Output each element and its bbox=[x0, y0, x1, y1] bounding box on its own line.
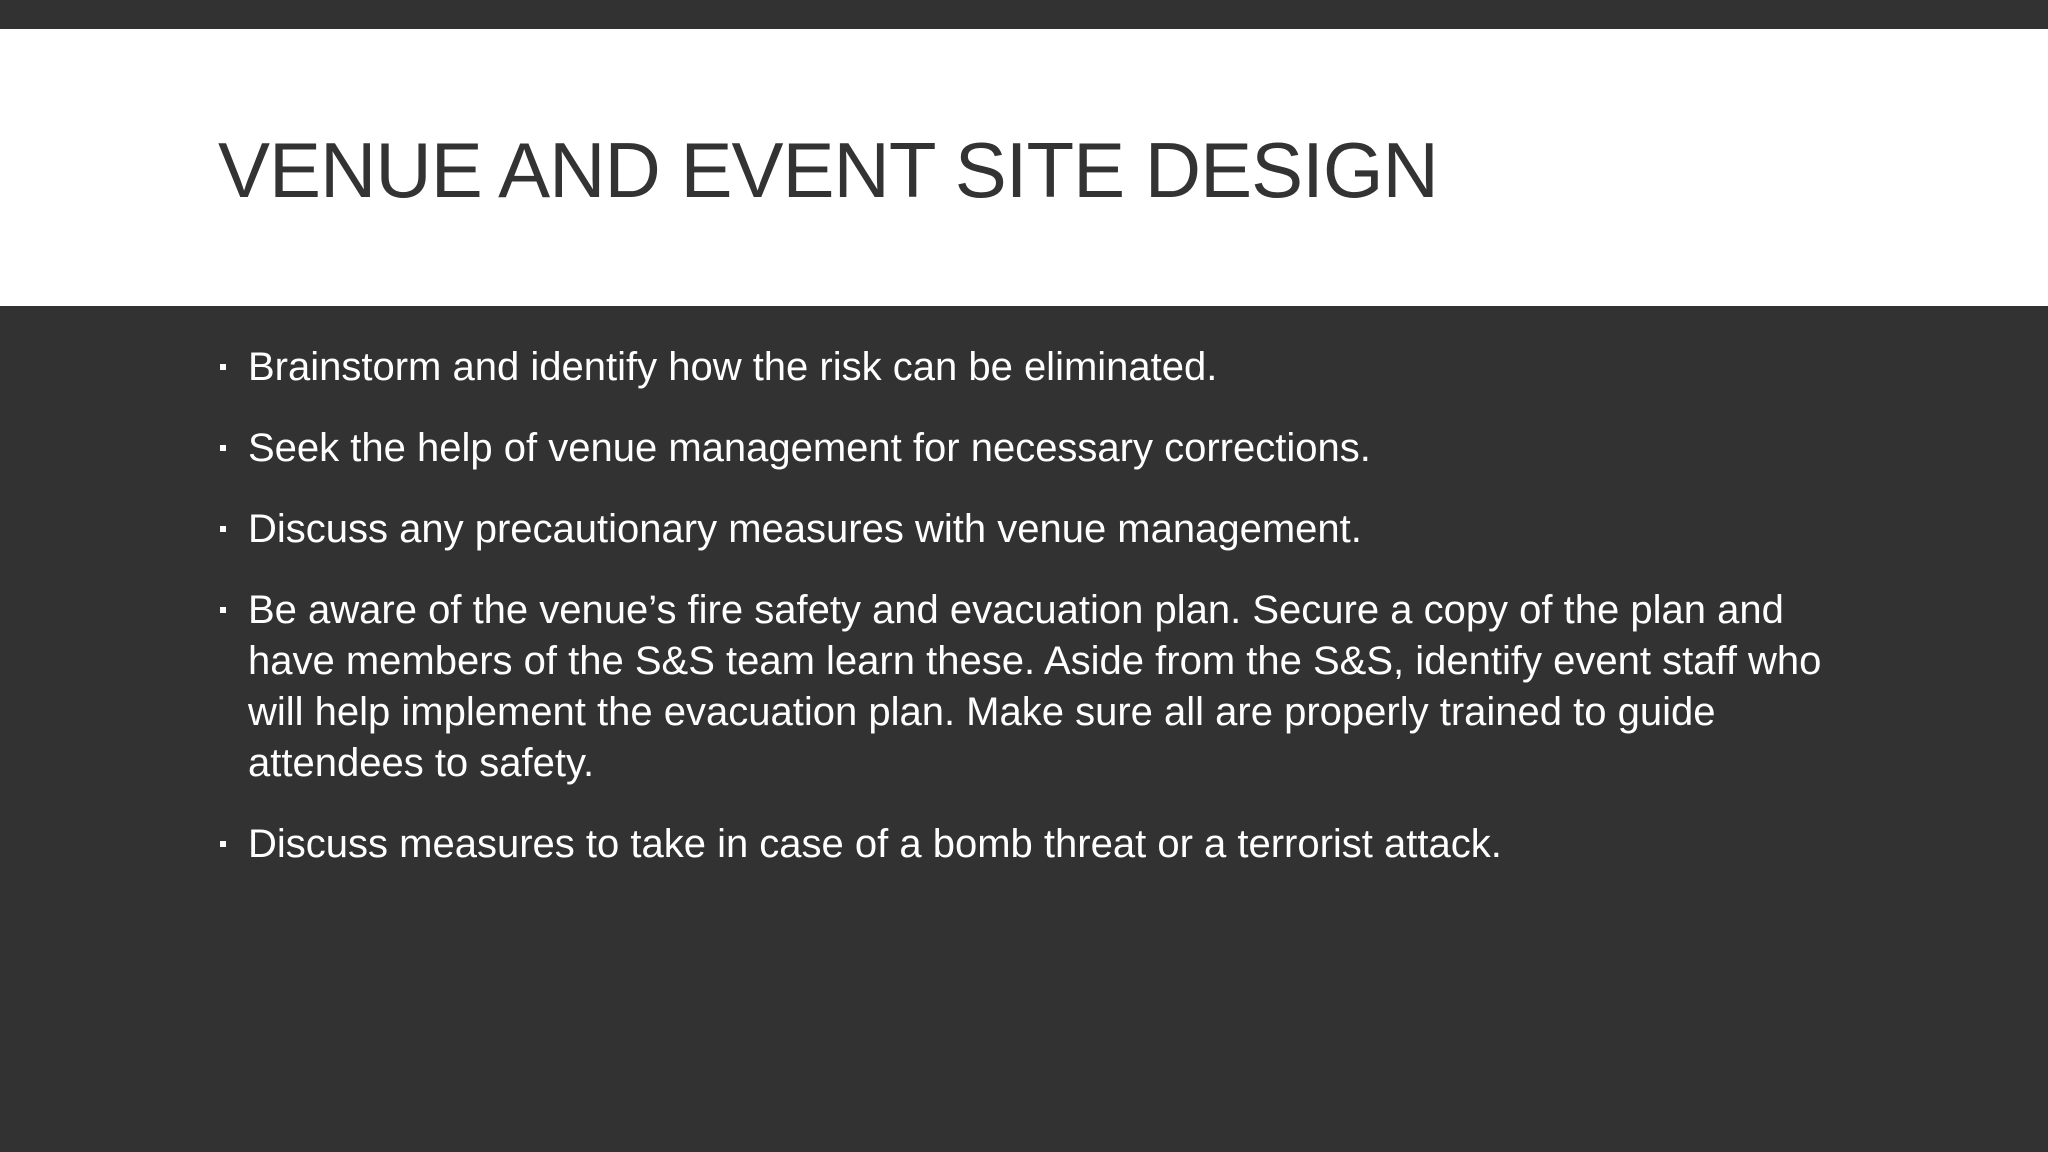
bullet-square-icon bbox=[220, 364, 226, 370]
bullet-square-icon bbox=[220, 526, 226, 532]
bullet-text: Seek the help of venue management for necessary corrections. bbox=[248, 426, 1371, 470]
slide-title: VENUE AND EVENT SITE DESIGN bbox=[218, 126, 1438, 214]
bullet-text: Brainstorm and identify how the risk can be eliminated. bbox=[248, 345, 1218, 389]
bullet-text: Be aware of the venue’s fire safety and evacuation plan. Secure a copy of the plan and have members of the S&S team learn these. Aside from the S&S, identify event staff who will help implement the evacuation plan. Make sure all are properly trained to guide attendees to safety. bbox=[248, 588, 1822, 785]
bullet-square-icon bbox=[220, 445, 226, 451]
bullet-item bbox=[218, 819, 1838, 870]
bullet-item bbox=[218, 342, 1838, 393]
bullet-text: Discuss measures to take in case of a bomb threat or a terrorist attack. bbox=[248, 822, 1502, 866]
bullet-item bbox=[218, 504, 1838, 555]
bullet-square-icon bbox=[220, 841, 226, 847]
bullet-square-icon bbox=[220, 607, 226, 613]
bullet-text: Discuss any precautionary measures with venue management. bbox=[248, 507, 1362, 551]
bullet-list bbox=[218, 342, 1838, 900]
bullet-item bbox=[218, 423, 1838, 474]
bullet-item bbox=[218, 585, 1838, 789]
